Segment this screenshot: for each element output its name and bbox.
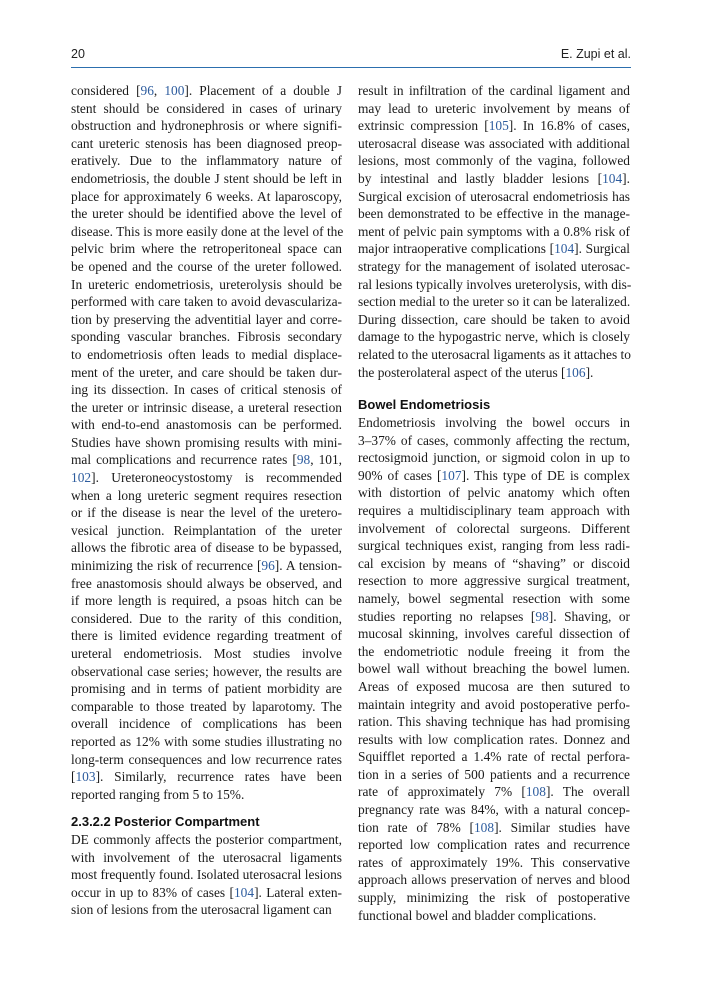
text-line: rates of approximately 19%. This conservative xyxy=(358,854,630,870)
text-line: reported low complication rates and recurrence xyxy=(358,837,630,853)
right-section-body xyxy=(358,414,630,924)
text-line: Endometriosis involving the bowel occurs in xyxy=(358,415,630,430)
text-line: uterosacral disease was associated with additional xyxy=(358,135,630,151)
text-line: obstruction and hydronephrosis or where signifi- xyxy=(71,118,342,134)
text-line: ral lesions typically involves ureterolysis, with dis- xyxy=(358,276,632,292)
text-line: ing its dissection. In cases of critical stenosis of xyxy=(71,382,342,398)
bowel-endometriosis-paragraph xyxy=(358,414,630,924)
text-line: Studies have shown promising results with mini- xyxy=(71,434,342,450)
text-line: considered. Due to the rarity of this condition, xyxy=(71,610,342,626)
text-line: tion by preserving the adventitial layer and corre- xyxy=(71,311,342,327)
left-section-body xyxy=(71,831,342,919)
text-line: if more length is required, a psoas hitch can be xyxy=(71,593,342,609)
text-line: Areas of exposed mucosa are then sutured to xyxy=(358,678,630,694)
text-line: the endometriotic nodule freeing it from the xyxy=(358,643,630,659)
running-authors: E. Zupi et al. xyxy=(560,47,631,61)
text-line: ment of pelvic pain symptoms with a 0.8% risk of xyxy=(358,223,630,239)
text-line: section medial to the ureter so it can be lateralized. xyxy=(358,294,631,310)
text-line: the posterolateral aspect of the uterus [106]. xyxy=(358,364,594,380)
text-line: sion of lesions from the uterosacral ligament can xyxy=(71,902,332,918)
text-line: most frequently found. Isolated uterosacral lesions xyxy=(71,867,342,883)
text-line: DE commonly affects the posterior compartment, xyxy=(71,832,342,847)
text-line: damage to the hypogastric nerve, which is closely xyxy=(358,329,630,345)
text-line: reported as 12% with some studies illustrating no xyxy=(71,733,342,749)
text-line: bowel wall without breaching the bowel lumen. xyxy=(358,661,630,677)
text-line: extrinsic compression [105]. In 16.8% of cases, xyxy=(358,118,630,134)
text-line: ment of the ureter, and care should be taken dur- xyxy=(71,364,342,380)
text-line: allows the fibrotic area of disease to be bypassed, xyxy=(71,540,342,556)
text-line: stent should be considered in cases of urinary xyxy=(71,100,342,116)
text-line: observational case series; however, the results are xyxy=(71,663,342,679)
text-line: free anastomosis should always be observed, and xyxy=(71,575,342,591)
text-line: strategy for the management of isolated uterosac- xyxy=(358,258,630,274)
text-line: vesical junction. Reimplantation of the ureter xyxy=(71,522,342,538)
text-line: supply, minimizing the risk of postoperative xyxy=(358,890,630,906)
text-line: place for approximately 6 weeks. At laparoscopy, xyxy=(71,188,342,204)
text-line: rate of approximately 7% [108]. The overall xyxy=(358,784,631,800)
text-line: maintain integrity and avoid postoperative perfo- xyxy=(358,696,630,712)
text-line: mucosal skinning, involves careful dissection of xyxy=(358,626,630,642)
text-line: results with low complication rates. Donnez and xyxy=(358,731,630,747)
text-line: with end-to-end anastomosis can be performed. xyxy=(71,417,342,433)
text-line: surgical techniques exist, ranging from less radi- xyxy=(358,538,630,554)
text-line: performed with care taken to avoid devasculariza- xyxy=(71,294,342,310)
text-line: functional bowel and bladder complications. xyxy=(358,907,597,923)
text-line: considered [96, 100]. Placement of a double J xyxy=(71,83,342,98)
posterior-compartment-paragraph xyxy=(71,831,342,919)
text-line: with distortion of pelvic anatomy which often xyxy=(358,485,630,501)
text-line: cal excision by means of “shaving” or discoid xyxy=(358,555,630,571)
text-line: resection to more aggressive surgical treatment, xyxy=(358,573,630,589)
text-line: when a long ureteric segment requires resection xyxy=(71,487,342,503)
text-line: minimizing the risk of recurrence [96]. A tension- xyxy=(71,558,342,574)
left-column xyxy=(71,82,342,803)
section-heading-posterior-compartment: 2.3.2.2 Posterior Compartment xyxy=(71,814,260,829)
text-line: studies reporting no relapses [98]. Shaving, or xyxy=(358,608,630,624)
text-line: tion in a series of 500 patients and a recurrence xyxy=(358,766,630,782)
text-line: overall incidence of complications has been xyxy=(71,716,342,732)
text-line: requires a multidisciplinary team approach with xyxy=(358,502,630,518)
section-heading-bowel-endometriosis: Bowel Endometriosis xyxy=(358,397,491,412)
text-line: reported ranging from 5 to 15%. xyxy=(71,786,245,802)
text-line: comparable to those treated by laparotomy. The xyxy=(71,698,342,714)
text-line: with involvement of the uterosacral ligaments xyxy=(71,849,342,865)
text-line: long-term consequences and low recurrence rates xyxy=(71,751,342,767)
text-line: involvement of colorectal surgeons. Different xyxy=(358,520,630,536)
text-line: eratively. Due to the inflammatory nature of xyxy=(71,153,342,169)
text-line: [103]. Similarly, recurrence rates have been xyxy=(71,769,342,785)
text-line: major intraoperative complications [104]. Surgical xyxy=(358,241,630,257)
text-line: cant ureteric stenosis has been diagnosed preop- xyxy=(71,135,342,151)
text-line: disease. This is more easily done at the level of the xyxy=(71,223,344,239)
page-number: 20 xyxy=(71,47,85,61)
text-line: occur in up to 83% of cases [104]. Lateral exten- xyxy=(71,884,342,900)
text-line: ration. This shaving technique has had promising xyxy=(358,714,630,730)
text-line: the ureter should be identified above the level of xyxy=(71,206,342,222)
text-line: In ureteric endometriosis, ureterolysis should be xyxy=(71,276,342,292)
text-line: been demonstrated to be effective in the manage- xyxy=(358,206,630,222)
text-line: namely, bowel segmental resection with some xyxy=(358,590,630,606)
text-line: Squifflet reported a 1.4% rate of rectal perfora- xyxy=(358,749,630,765)
running-header xyxy=(71,45,631,65)
text-line: or if the disease is near the level of the uretero- xyxy=(71,505,342,521)
text-line: result in infiltration of the cardinal ligament and xyxy=(358,83,630,98)
text-line: there is limited evidence regarding treatment of xyxy=(71,628,342,644)
text-line: endometriosis, the double J stent should be left in xyxy=(71,170,342,186)
text-line: related to the uterosacral ligaments as it attaches to xyxy=(358,346,631,362)
text-line: the ureter or intrinsic disease, a ureteral resection xyxy=(71,399,342,415)
text-line: 3–37% of cases, commonly affecting the rectum, xyxy=(358,432,630,448)
header-rule xyxy=(71,67,631,68)
text-line: pelvic brim where the retroperitoneal space can xyxy=(71,241,342,257)
text-line: 102]. Ureteroneocystostomy is recommended xyxy=(71,470,342,486)
text-line: ureteral endometriosis. Most studies involve xyxy=(71,646,342,661)
text-line: may lead to ureteric involvement by means of xyxy=(358,100,630,116)
text-line: During dissection, care should be taken to avoid xyxy=(358,311,630,327)
text-line: pregnancy rate was 84%, with a natural concep- xyxy=(358,802,630,818)
text-line: lesions, most commonly of the vagina, followed xyxy=(358,153,630,169)
text-line: sponding vascular branches. Fibrosis secondary xyxy=(71,329,342,345)
text-line: approach allows preservation of nerves and blood xyxy=(358,872,630,888)
text-line: tion rate of 78% [108]. Similar studies have xyxy=(358,819,630,835)
text-line: 90% of cases [107]. This type of DE is complex xyxy=(358,467,630,483)
text-line: mal complications and recurrence rates [98, 101, xyxy=(71,452,343,468)
right-column xyxy=(358,82,630,381)
text-line: rectosigmoid junction, or sigmoid colon in up to xyxy=(358,450,630,466)
text-line: by intestinal and lastly bladder lesions [104]. xyxy=(358,170,630,186)
right-body-paragraph xyxy=(358,82,630,381)
text-line: promising and in terms of patient morbidity are xyxy=(71,681,342,697)
text-line: Surgical excision of uterosacral endometriosis has xyxy=(358,188,630,204)
text-line: to endometriosis often leads to medial displace- xyxy=(71,346,342,362)
text-line: be opened and the course of the ureter followed. xyxy=(71,258,342,274)
left-body-paragraph xyxy=(71,82,342,803)
